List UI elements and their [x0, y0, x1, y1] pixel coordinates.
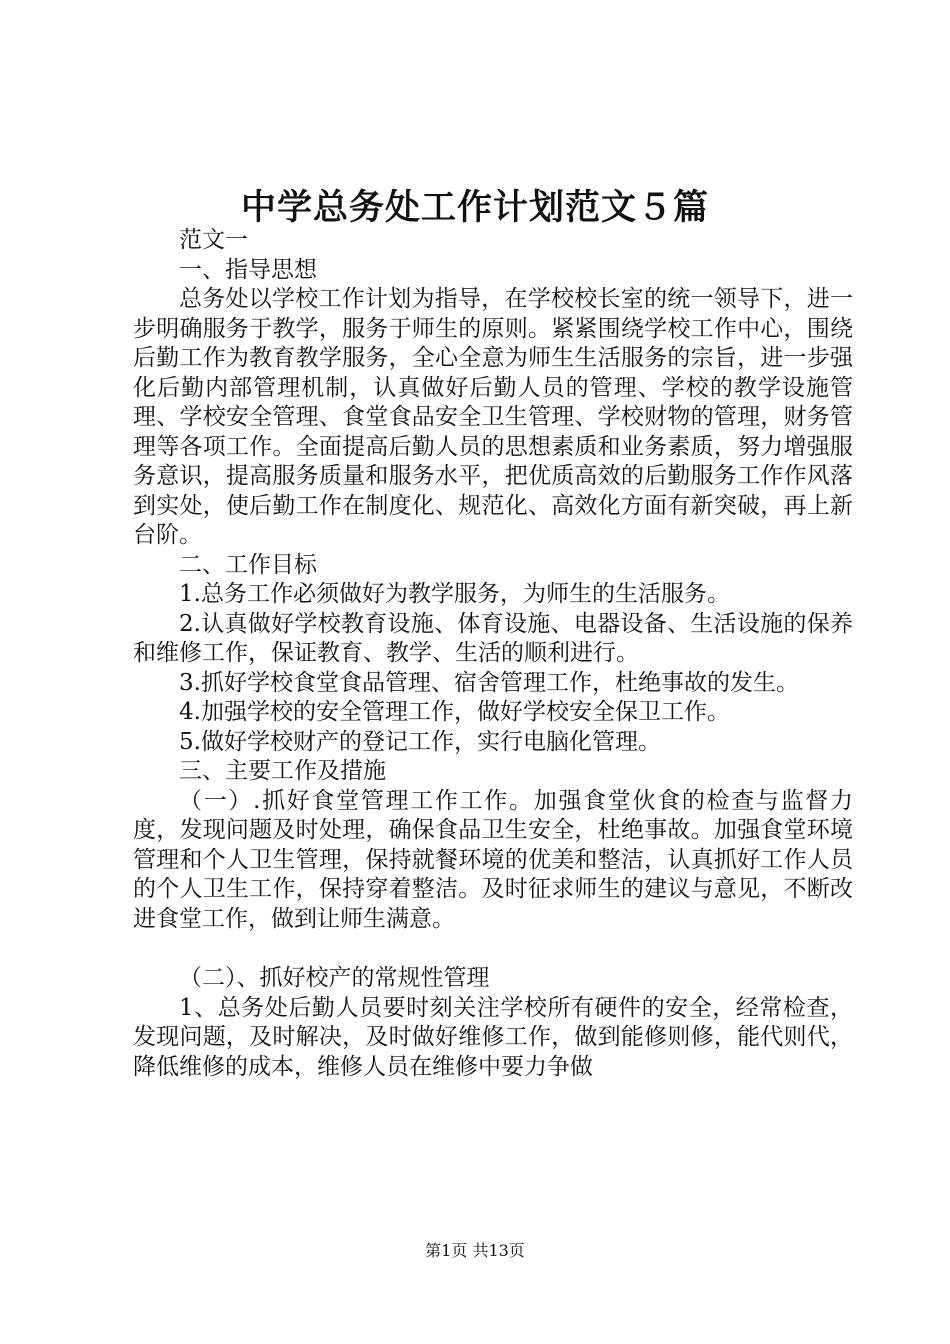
paragraph-canteen-management: （一）.抓好食堂管理工作工作。加强食堂伙食的检查与监督力度，发现问题及时处理，确保食品卫生安全，杜绝事故。加强食堂环境管理和个人卫生管理，保持就餐环境的优美和整洁，认真抓好工作人员的个人卫生工作，保持穿着整洁。及时征求师生的建议与意见，不断改进食堂工作，做到让师生满意。 [133, 787, 853, 932]
goal-item-1: 1.总务工作必须做好为教学服务，为师生的生活服务。 [179, 581, 730, 607]
page-footer: 第1页 共13页 [425, 1241, 525, 1260]
heading-work-goals: 二、工作目标 [179, 551, 317, 578]
document-title: 中学总务处工作计划范文５篇 [240, 187, 709, 228]
heading-asset-management: （二）、抓好校产的常规性管理 [179, 965, 490, 991]
heading-main-work: 三、主要工作及措施 [179, 758, 386, 784]
goal-item-2: 2.认真做好学校教育设施、体育设施、电器设备、生活设施的保养和维修工作，保证教育、教学、生活的顺利进行。 [133, 610, 853, 666]
paragraph-guiding-thought: 总务处以学校工作计划为指导，在学校校长室的统一领导下，进一步明确服务于教学，服务于师生的原则。紧紧围绕学校工作中心，围绕后勤工作为教育教学服务，全心全意为师生生活服务的宗旨，进一步强化后勤内部管理机制，认真做好后勤人员的管理、学校的教学设施管理、学校安全管理、食堂食品安全卫生管理、学校财物的管理，财务管理等各项工作。全面提高后勤人员的思想素质和业务素质，努力增强服务意识，提高服务质量和服务水平，把优质高效的后勤服务工作作风落到实处，使后勤工作在制度化、规范化、高效化方面有新突破，再上新台阶。 [133, 286, 853, 548]
goal-item-5: 5.做好学校财产的登记工作，实行电脑化管理。 [179, 728, 661, 755]
goal-item-4: 4.加强学校的安全管理工作，做好学校安全保卫工作。 [179, 699, 730, 725]
goal-item-3: 3.抓好学校食堂食品管理、宿舍管理工作，杜绝事故的发生。 [179, 669, 799, 696]
paragraph-gap [133, 934, 853, 964]
document-body [133, 226, 853, 1082]
paragraph-asset-item-1: 1、总务处后勤人员要时刻关注学校所有硬件的安全，经常检查，发现问题，及时解决，及时做好维修工作，做到能修则修，能代则代，降低维修的成本，维修人员在维修中要力争做 [133, 994, 853, 1080]
section-label-fanwen-1: 范文一 [179, 227, 248, 253]
heading-guiding-thought: 一、指导思想 [179, 256, 317, 283]
